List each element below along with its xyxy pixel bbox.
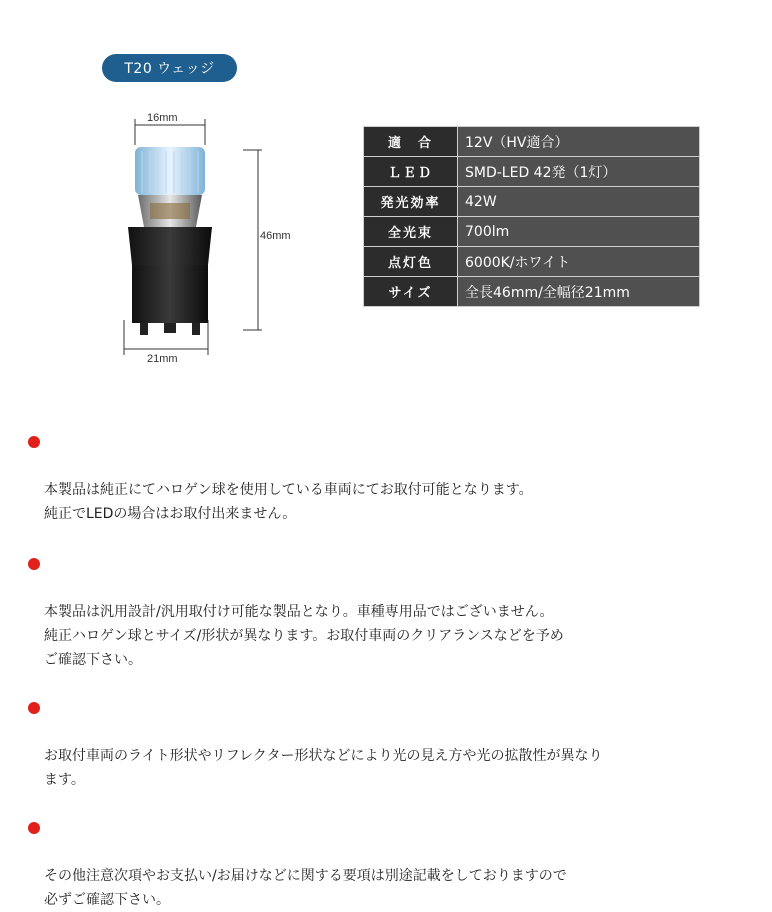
note-item — [28, 696, 748, 792]
note-text: 本製品は汎用設計/汎用取付け可能な製品となり。車種専用品ではございません。 純正ハロゲン球とサイズ/形状が異なります。お取付車両のクリアランスなどを予め ご確認下さい。 — [44, 604, 564, 668]
bullet-dot-icon — [28, 558, 40, 570]
top-width-label: 16mm — [147, 112, 178, 124]
note-text: お取付車両のライト形状やリフレクター形状などにより光の見え方や光の拡散性が異なり ます。 — [44, 748, 603, 788]
bottom-width-label: 21mm — [147, 353, 178, 365]
spec-row — [364, 187, 700, 217]
spec-value: 700lm — [458, 217, 700, 247]
spec-row — [364, 247, 700, 277]
spec-row — [364, 157, 700, 187]
spec-label: 適 合 — [364, 127, 458, 157]
bullet-dot-icon — [28, 702, 40, 714]
note-text: 本製品は純正にてハロゲン球を使用している車両にてお取付可能となります。 純正でLEDの場合はお取付出来ません。 — [44, 482, 533, 522]
spec-row — [364, 217, 700, 247]
spec-value: 全長46mm/全幅径21mm — [458, 277, 700, 307]
note-item — [28, 816, 748, 912]
spec-label: サイズ — [364, 277, 458, 307]
bullet-dot-icon — [28, 436, 40, 448]
spec-label: 全光束 — [364, 217, 458, 247]
bullet-dot-icon — [28, 822, 40, 834]
spec-row — [364, 127, 700, 157]
spec-value: 42W — [458, 187, 700, 217]
spec-value: 6000K/ホワイト — [458, 247, 700, 277]
spec-row — [364, 277, 700, 307]
bulb-dimension-diagram — [100, 105, 330, 375]
note-text: その他注意次項やお支払い/お届けなどに関する要項は別途記載をしておりますので 必ずご確認下さい。 — [44, 868, 567, 908]
led-bulb-illustration — [100, 105, 330, 375]
note-item — [28, 552, 748, 672]
spec-value: SMD-LED 42発（1灯） — [458, 157, 700, 187]
spec-label: 発光効率 — [364, 187, 458, 217]
notes-list — [28, 430, 748, 912]
height-label: 46mm — [260, 230, 291, 242]
spec-label: 点灯色 — [364, 247, 458, 277]
spec-table — [363, 126, 700, 307]
spec-label: ＬＥＤ — [364, 157, 458, 187]
spec-value: 12V（HV適合） — [458, 127, 700, 157]
product-type-badge: T20 ウェッジ — [102, 54, 237, 82]
note-item — [28, 430, 748, 526]
